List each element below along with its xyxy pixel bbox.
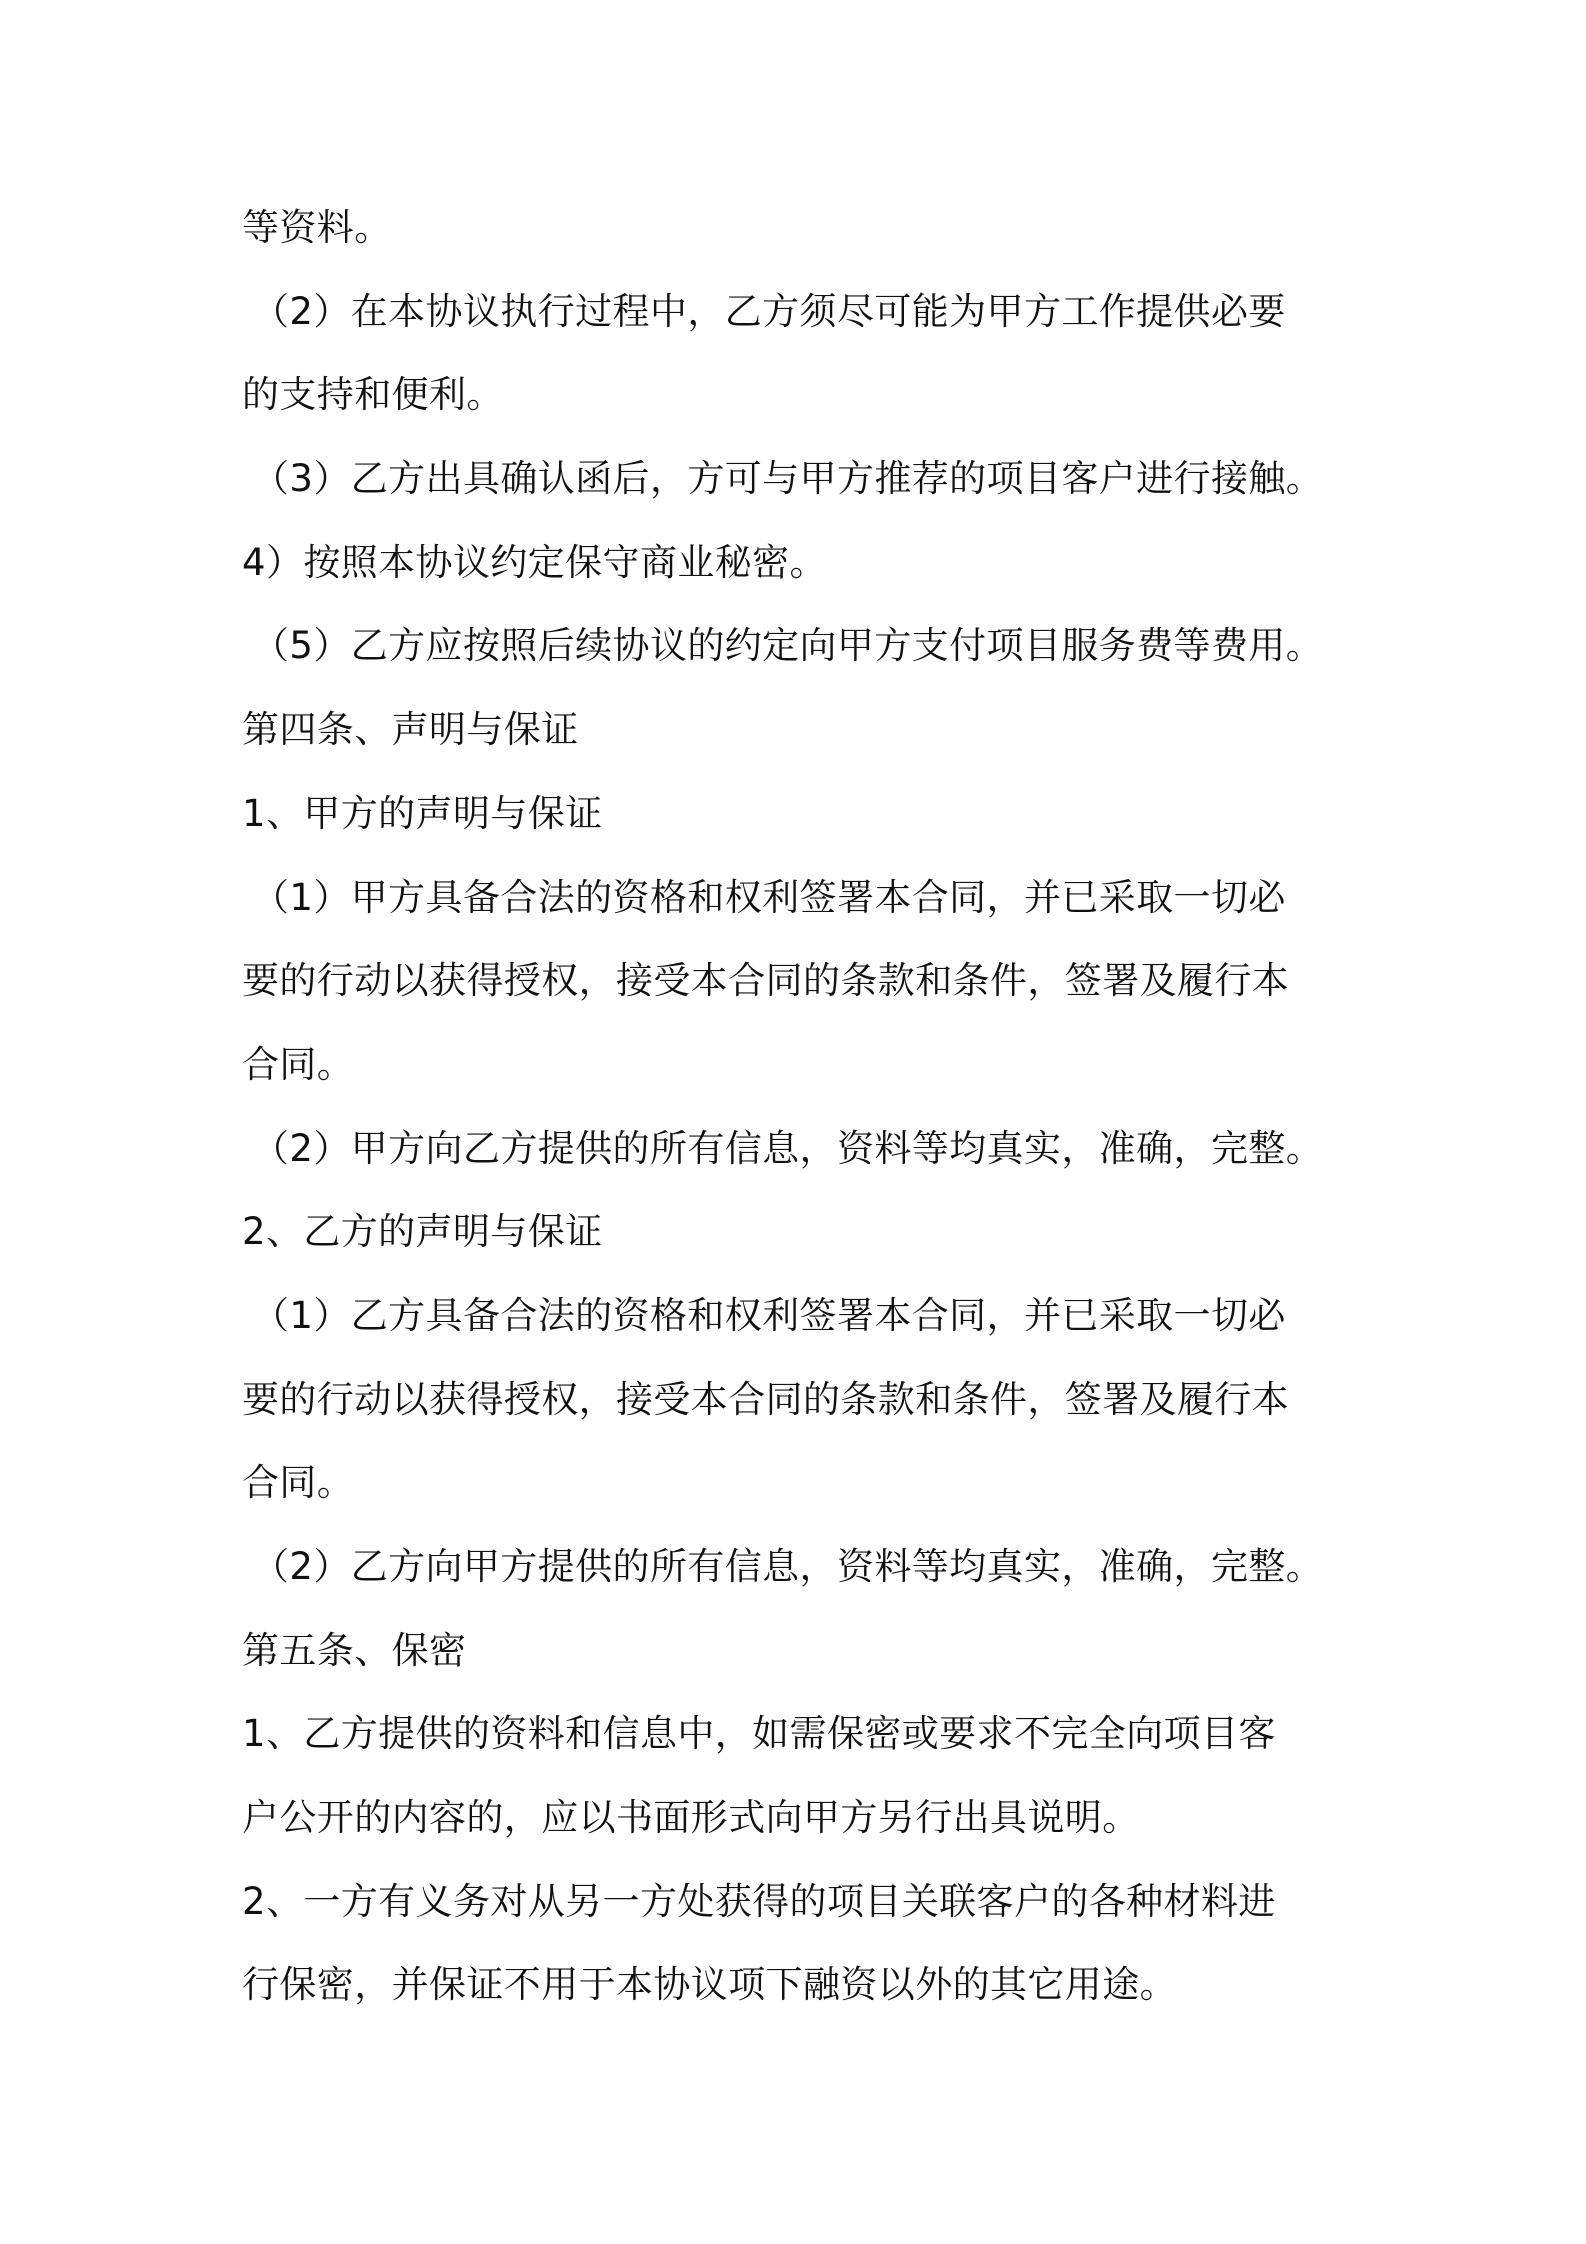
- clause-item: （1）甲方具备合法的资格和权利签署本合同，并已采取一切必: [252, 875, 1286, 919]
- clause-item: （1）乙方具备合法的资格和权利签署本合同，并已采取一切必: [252, 1293, 1286, 1337]
- clause-item: （2）甲方向乙方提供的所有信息，资料等均真实，准确，完整。: [252, 1126, 1324, 1170]
- clause-item: （3）乙方出具确认函后，方可与甲方推荐的项目客户进行接触。: [252, 457, 1324, 501]
- clause-item: （2）乙方向甲方提供的所有信息，资料等均真实，准确，完整。: [252, 1545, 1324, 1588]
- text-line: 合同。: [242, 1461, 355, 1505]
- section-heading: 2、乙方的声明与保证: [242, 1210, 603, 1254]
- article-heading: 第四条、声明与保证: [242, 708, 579, 752]
- text-line: 合同。: [242, 1042, 355, 1086]
- text-line: 的支持和便利。: [242, 373, 504, 417]
- text-line: 等资料。: [242, 206, 392, 249]
- clause-item: 1、乙方提供的资料和信息中，如需保密或要求不完全向项目客: [242, 1712, 1276, 1756]
- clause-item: 4）按照本协议约定保守商业秘密。: [242, 540, 827, 584]
- text-line: 要的行动以获得授权，接受本合同的条款和条件，签署及履行本: [242, 1377, 1290, 1421]
- article-heading: 第五条、保密: [242, 1628, 467, 1672]
- text-line: 行保密，并保证不用于本协议项下融资以外的其它用途。: [242, 1963, 1177, 2007]
- clause-item: （5）乙方应按照后续协议的约定向甲方支付项目服务费等费用。: [252, 624, 1324, 668]
- section-heading: 1、甲方的声明与保证: [242, 791, 603, 835]
- text-line: 户公开的内容的，应以书面形式向甲方另行出具说明。: [242, 1796, 1140, 1840]
- document-body: [242, 186, 1382, 2027]
- text-line: 要的行动以获得授权，接受本合同的条款和条件，签署及履行本: [242, 959, 1290, 1003]
- clause-item: （2）在本协议执行过程中，乙方须尽可能为甲方工作提供必要: [252, 289, 1286, 333]
- clause-item: 2、一方有义务对从另一方处获得的项目关联客户的各种材料进: [242, 1879, 1276, 1923]
